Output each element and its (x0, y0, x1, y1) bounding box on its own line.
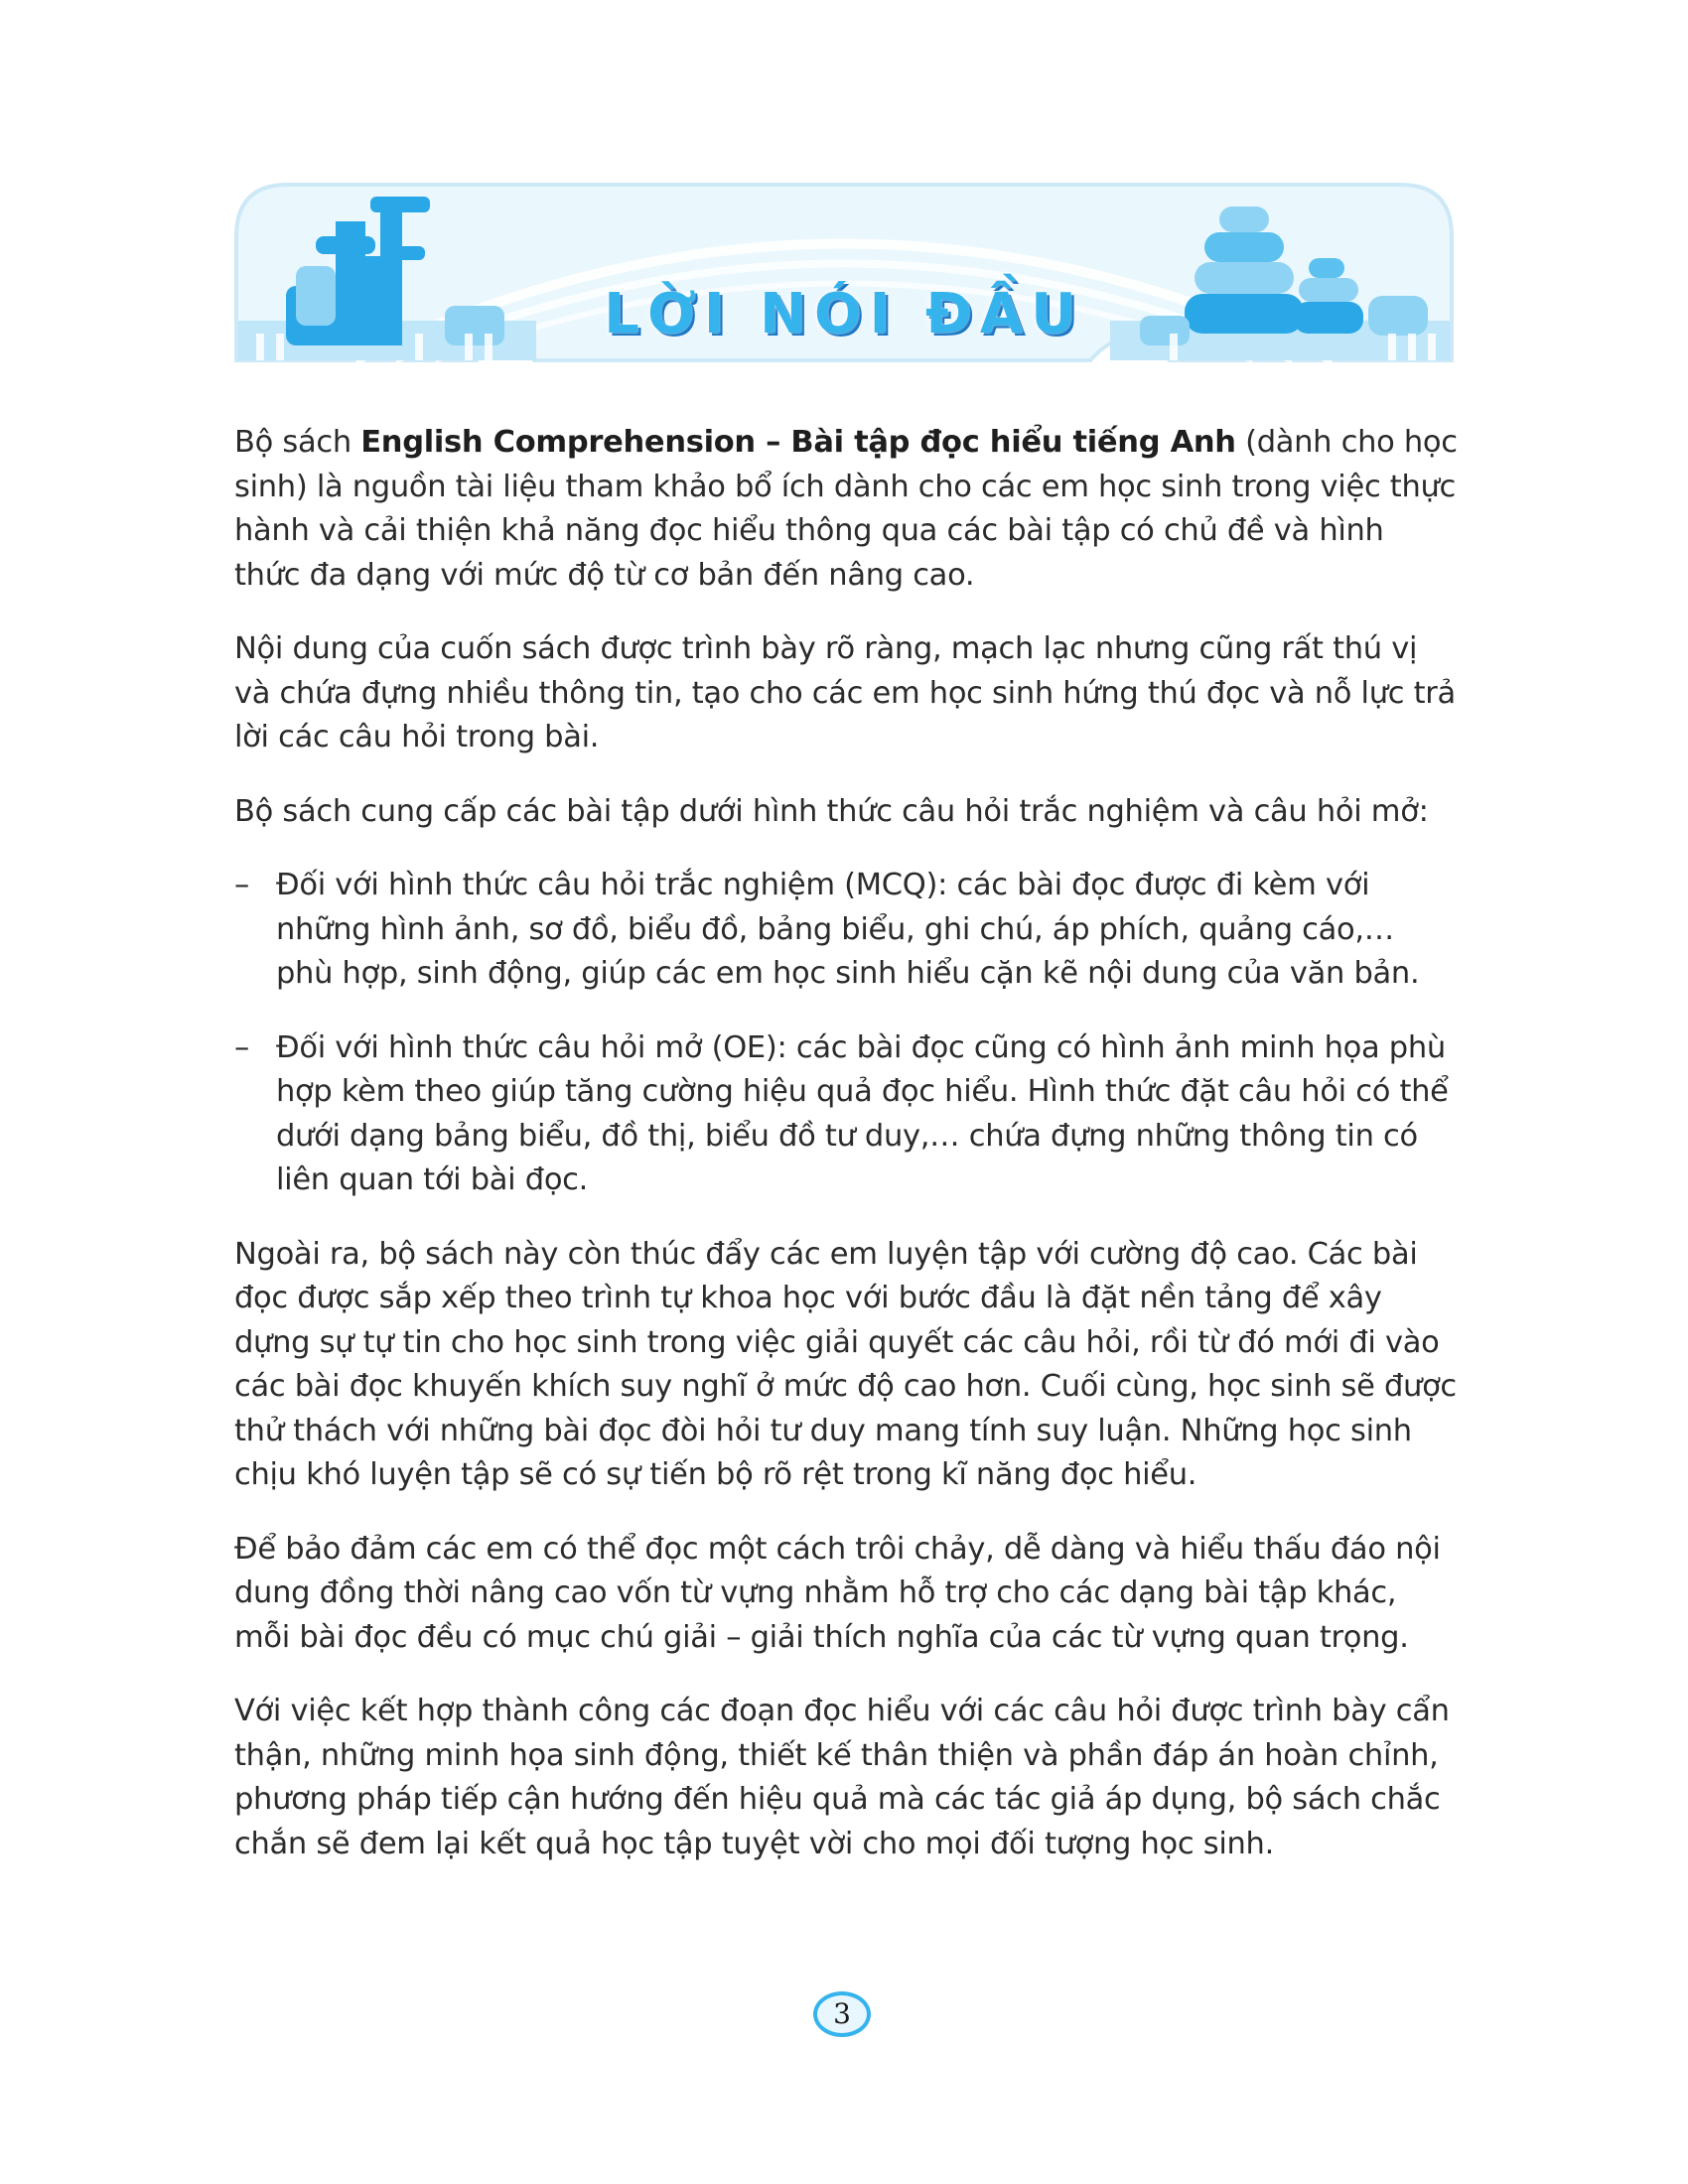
paragraph-1-prefix: Bộ sách (234, 425, 361, 460)
list-marker: – (234, 1029, 249, 1065)
list-item-text: Đối với hình thức câu hỏi mở (OE): các bài đọc cũng có hình ảnh minh họa phù hợp kèm theo giúp tăng cường hiệu quả đọc hiểu. Hình thức đặt câu hỏi có thể dưới dạng bảng biểu, đồ thị, biểu đồ tư duy,… chứa đựng những thông tin có liên quan tới bài đọc. (276, 1029, 1449, 1197)
paragraph-6: Với việc kết hợp thành công các đoạn đọc hiểu với các câu hỏi được trình bày cẩn thận, những minh họa sinh động, thiết kế thân thiện và phần đáp án hoàn chỉnh, phương pháp tiếp cận hướng đến hiệu quả mà các tác giả áp dụng, bộ sách chắc chắn sẽ đem lại kết quả học tập tuyệt vời cho mọi đối tượng học sinh. (234, 1694, 1450, 1861)
paragraph-5: Để bảo đảm các em có thể đọc một cách trôi chảy, dễ dàng và hiểu thấu đáo nội dung đồng thời nâng cao vốn từ vựng nhằm hỗ trợ cho các dạng bài tập khác, mỗi bài đọc đều có mục chú giải – giải thích nghĩa của các từ vựng quan trọng. (234, 1531, 1441, 1655)
paragraph-3: Bộ sách cung cấp các bài tập dưới hình thức câu hỏi trắc nghiệm và câu hỏi mở: (234, 793, 1429, 829)
list-item-mcq (234, 864, 1458, 997)
paragraph-4: Ngoài ra, bộ sách này còn thúc đẩy các em luyện tập với cường độ cao. Các bài đọc được sắp xếp theo trình tự khoa học với bước đầu là đặt nền tảng để xây dựng sự tự tin cho học sinh trong việc giải quyết các câu hỏi, rồi từ đó mới đi vào các bài đọc khuyến khích suy nghĩ ở mức độ cao hơn. Cuối cùng, học sinh sẽ được thử thách với những bài đọc đòi hỏi tư duy mang tính suy luận. Những học sinh chịu khó luyện tập sẽ có sự tiến bộ rõ rệt trong kĩ năng đọc hiểu. (234, 1236, 1457, 1492)
page-title: LỜI NÓI ĐẦU (604, 282, 1084, 346)
list-item-text: Đối với hình thức câu hỏi trắc nghiệm (MCQ): các bài đọc được đi kèm với những hình ảnh, sơ đồ, biểu đồ, bảng biểu, ghi chú, áp phích, quảng cáo,… phù hợp, sinh động, giúp các em học sinh hiểu cặn kẽ nội dung của văn bản. (276, 868, 1420, 991)
paragraph-2: Nội dung của cuốn sách được trình bày rõ ràng, mạch lạc nhưng cũng rất thú vị và chứa đựng nhiều thông tin, tạo cho các em học sinh hứng thú đọc và nỗ lực trả lời các câu hỏi trong bài. (234, 631, 1456, 754)
list-marker: – (234, 868, 249, 902)
paragraph-1-suffix: (dành cho học sinh) là nguồn tài liệu tham khảo bổ ích dành cho các em học sinh trong việc thực hành và cải thiện khả năng đọc hiểu thông qua các bài tập có chủ đề và hình thức đa dạng với mức độ từ cơ bản đến nâng cao. (234, 425, 1458, 593)
list-item-oe (234, 1026, 1458, 1203)
book-title-bold: English Comprehension – Bài tập đọc hiểu tiếng Anh (360, 425, 1236, 460)
page-number: 3 (813, 1991, 871, 2037)
paragraph-1 (234, 421, 1458, 598)
header-banner (216, 167, 1472, 365)
preface-content (234, 421, 1458, 1896)
